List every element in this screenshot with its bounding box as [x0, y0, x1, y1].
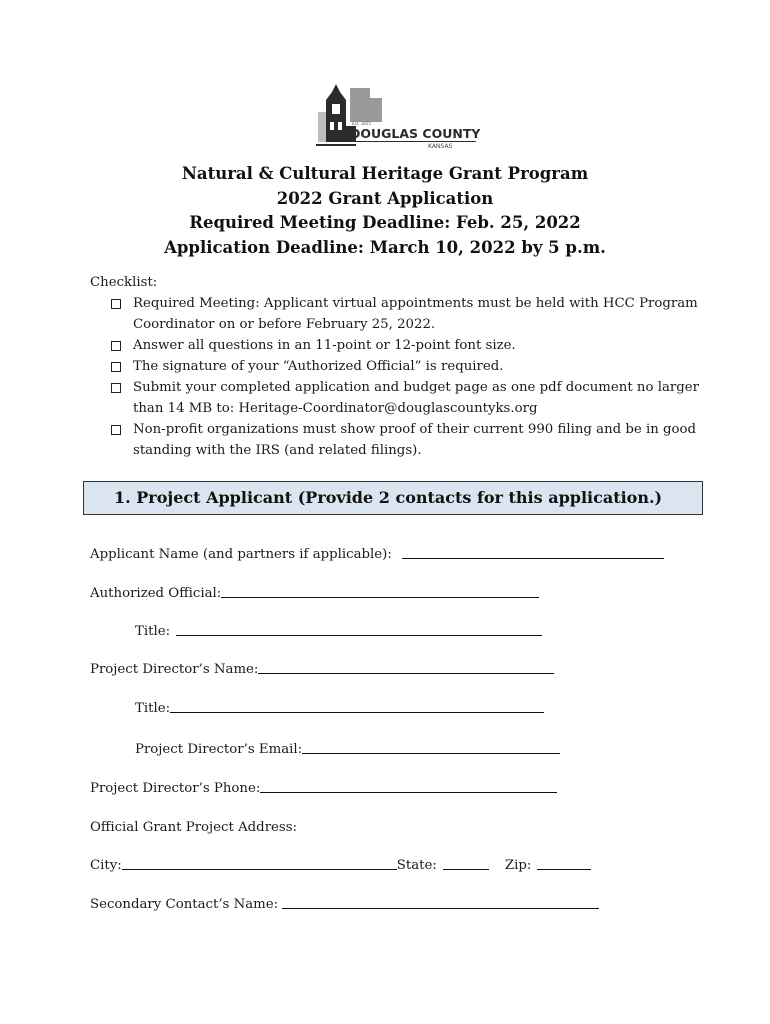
- director-email-input[interactable]: [302, 752, 560, 754]
- checklist-item: Non-profit organizations must show proof of their current 990 filing and be in good standing with the IRS (and related filings).: [90, 419, 730, 461]
- director-phone-input[interactable]: [260, 791, 557, 793]
- checklist-item: Submit your completed application and budget page as one pdf document no larger than 14 MB to: Heritage-Coordinator@douglascountyks.org: [90, 377, 730, 419]
- director-email-field: [135, 742, 560, 757]
- city-label: City:: [90, 858, 122, 873]
- logo-est-text: Est. 1855: [352, 121, 371, 126]
- official-address-label: Official Grant Project Address:: [90, 820, 298, 835]
- checklist-items: [90, 293, 730, 461]
- checklist-item: Required Meeting: Applicant virtual appointments must be held with HCC Program Coordinator on or before February 25, 2022.: [90, 293, 730, 335]
- state-label: State:: [396, 858, 437, 873]
- official-address-field: [90, 820, 297, 835]
- secondary-contact-input[interactable]: [282, 907, 599, 909]
- checklist-label: Checklist:: [90, 275, 158, 290]
- checkbox-icon[interactable]: [111, 299, 121, 309]
- official-title-label: Title:: [135, 624, 171, 639]
- document-header: [0, 162, 770, 260]
- city-input[interactable]: [122, 868, 397, 870]
- zip-label: Zip:: [504, 858, 532, 873]
- secondary-contact-field: [90, 897, 599, 912]
- applicant-name-label: Applicant Name (and partners if applicable):: [90, 547, 392, 562]
- meeting-deadline: Required Meeting Deadline: Feb. 25, 2022: [189, 213, 581, 232]
- director-title-label: Title:: [135, 701, 171, 716]
- state-input[interactable]: [443, 868, 489, 870]
- official-title-field: [135, 624, 542, 639]
- director-phone-label: Project Director’s Phone:: [90, 781, 261, 796]
- director-phone-field: [90, 781, 557, 796]
- director-name-field: [90, 662, 554, 677]
- section-1-header: [83, 481, 703, 515]
- city-state-zip-row: [90, 858, 591, 873]
- director-email-label: Project Director’s Email:: [135, 742, 303, 757]
- applicant-name-input[interactable]: [402, 557, 664, 559]
- authorized-official-input[interactable]: [221, 596, 539, 598]
- authorized-official-label: Authorized Official:: [90, 586, 222, 601]
- checkbox-icon[interactable]: [111, 425, 121, 435]
- checklist-item: The signature of your “Authorized Official” is required.: [90, 356, 730, 377]
- director-name-input[interactable]: [258, 672, 554, 674]
- checklist-item: Answer all questions in an 11-point or 12-point font size.: [90, 335, 730, 356]
- authorized-official-field: [90, 586, 539, 601]
- checkbox-icon[interactable]: [111, 362, 121, 372]
- douglas-county-logo: [310, 82, 480, 160]
- checklist: [90, 272, 730, 461]
- checkbox-icon[interactable]: [111, 341, 121, 351]
- secondary-contact-label: Secondary Contact’s Name:: [90, 897, 279, 912]
- director-name-label: Project Director’s Name:: [90, 662, 259, 677]
- zip-input[interactable]: [537, 868, 591, 870]
- director-title-field: [135, 701, 544, 716]
- logo-name-text: DOUGLAS COUNTY: [350, 126, 480, 141]
- application-deadline: Application Deadline: March 10, 2022 by 5 p.m.: [164, 237, 606, 257]
- official-title-input[interactable]: [176, 634, 542, 636]
- logo-sub-text: KANSAS: [428, 143, 453, 150]
- checkbox-icon[interactable]: [111, 383, 121, 393]
- program-title: Natural & Cultural Heritage Grant Program: [181, 164, 589, 183]
- director-title-input[interactable]: [170, 711, 544, 713]
- applicant-name-field: [90, 547, 664, 562]
- application-title: 2022 Grant Application: [276, 188, 494, 208]
- section-1-title: 1. Project Applicant (Provide 2 contacts for this application.): [114, 488, 663, 507]
